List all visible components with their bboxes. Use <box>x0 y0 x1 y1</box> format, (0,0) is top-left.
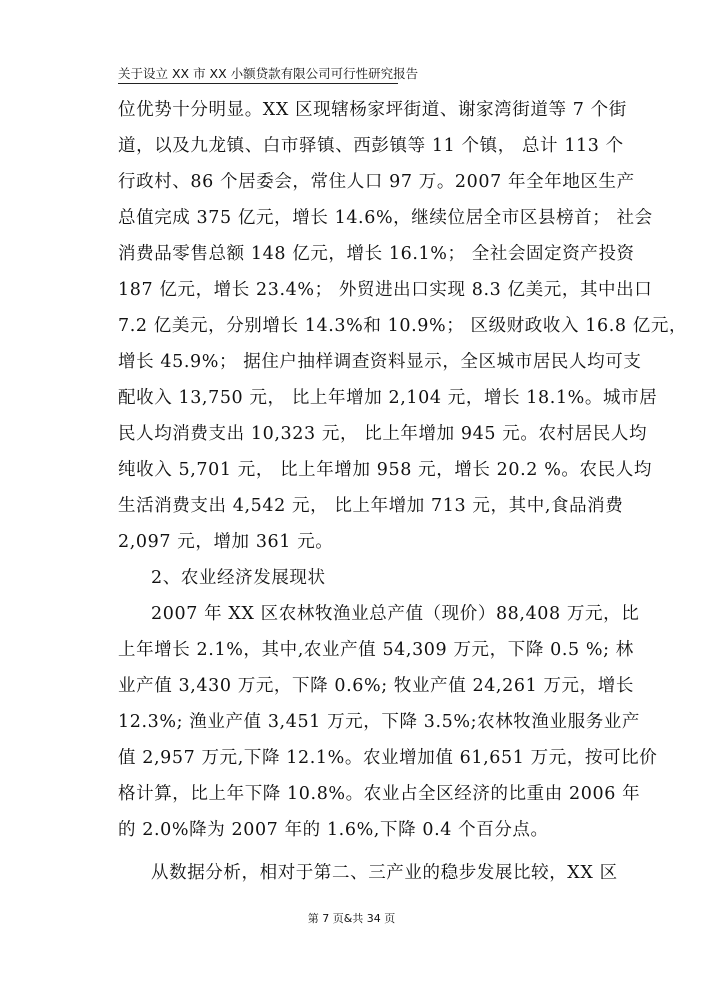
body-line: 187 亿元，增长 23.4%； 外贸进出口实现 8.3 亿美元，其中出口 <box>118 280 653 300</box>
body-line: 上年增长 2.1%，其中,农业产值 54,309 万元，下降 0.5 %; 林 <box>118 640 634 660</box>
body-line: 2007 年 XX 区农林牧渔业总产值（现价）88,408 万元，比 <box>151 604 640 624</box>
body-line: 消费品零售总额 148 亿元，增长 16.1%； 全社会固定资产投资 <box>118 244 635 264</box>
body-line: 生活消费支出 4,542 元， 比上年增加 713 元，其中,食品消费 <box>118 496 624 516</box>
body-line: 增长 45.9%； 据住户抽样调查资料显示，全区城市居民人均可支 <box>118 352 642 372</box>
section-heading: 2、农业经济发展现状 <box>151 568 326 588</box>
page-number: 第 7 页&共 34 页 <box>307 912 396 925</box>
body-line: 7.2 亿美元，分别增长 14.3%和 10.9%； 区级财政收入 16.8 亿元， <box>118 316 688 336</box>
body-line: 格计算，比上年下降 10.8%。农业占全区经济的比重由 2006 年 <box>118 784 641 804</box>
body-line: 12.3%; 渔业产值 3,451 万元，下降 3.5%;农林牧渔业服务业产 <box>118 712 640 732</box>
body-line: 从数据分析，相对于第二、三产业的稳步发展比较，XX 区 <box>151 863 618 883</box>
body-line: 业产值 3,430 万元，下降 0.6%; 牧业产值 24,261 万元，增长 <box>118 676 634 696</box>
body-line: 位优势十分明显。XX 区现辖杨家坪街道、谢家湾街道等 7 个街 <box>118 100 627 120</box>
body-line: 行政村、86 个居委会，常住人口 97 万。2007 年全年地区生产 <box>118 172 635 192</box>
body-line: 纯收入 5,701 元， 比上年增加 958 元，增长 20.2 %。农民人均 <box>118 460 652 480</box>
body-line: 民人均消费支出 10,323 元， 比上年增加 945 元。农村居民人均 <box>118 424 648 444</box>
body-line: 道，以及九龙镇、白市驿镇、西彭镇等 11 个镇， 总计 113 个 <box>118 136 624 156</box>
body-line: 2,097 元，增加 361 元。 <box>118 532 334 552</box>
body-line: 配收入 13,750 元， 比上年增加 2,104 元，增长 18.1%。城市居 <box>118 388 658 408</box>
body-line: 总值完成 375 亿元，增长 14.6%，继续位居全市区县榜首； 社会 <box>118 208 653 228</box>
body-line: 值 2,957 万元,下降 12.1%。农业增加值 61,651 万元，按可比价 <box>118 748 658 768</box>
running-header: 关于设立 XX 市 XX 小额贷款有限公司可行性研究报告 <box>118 66 398 84</box>
body-line: 的 2.0%降为 2007 年的 1.6%,下降 0.4 个百分点。 <box>118 820 549 840</box>
